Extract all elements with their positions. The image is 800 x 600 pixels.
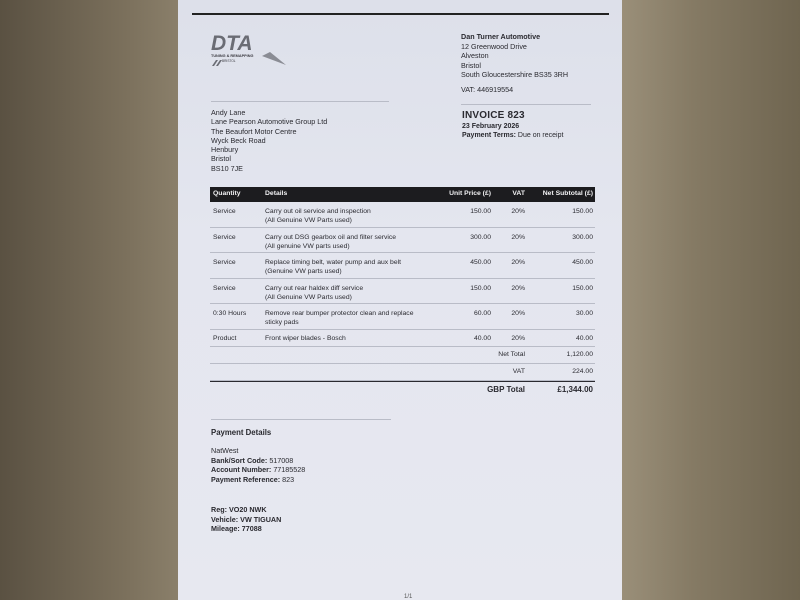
cell-details (265, 207, 435, 225)
vehicle-details (211, 505, 281, 534)
cell-quantity: Service (213, 259, 236, 266)
logo-place: BRISTOL (222, 59, 236, 63)
bank-name: NatWest (211, 446, 239, 455)
customer-line: Andy Lane (211, 108, 246, 117)
details-line: Remove rear bumper protector clean and replace (265, 310, 414, 317)
table-row (210, 304, 595, 330)
supplier-address-line: Alveston (461, 51, 489, 61)
details-line: (All Genuine VW Parts used) (265, 217, 352, 224)
grand-total-label: GBP Total (487, 384, 525, 394)
account-number (211, 465, 305, 475)
invoice-page (178, 0, 622, 600)
vat-total-label: VAT (512, 367, 525, 375)
cell-unit-price: 300.00 (470, 233, 491, 241)
supplier-block (461, 32, 568, 95)
cell-vat: 20% (511, 259, 525, 266)
customer-line: Bristol (211, 154, 231, 164)
divider (461, 104, 591, 105)
header-quantity: Quantity (213, 190, 241, 197)
details-line: (All genuine VW parts used) (265, 242, 350, 250)
header-net-subtotal: Net Subtotal (£) (542, 190, 593, 197)
supplier-name: Dan Turner Automotive (461, 32, 541, 41)
cell-net: 300.00 (572, 233, 593, 241)
details-line: sticky pads (265, 319, 299, 326)
grand-total-value: £1,344.00 (557, 384, 593, 394)
net-total-row (210, 347, 595, 364)
cell-net: 450.00 (572, 259, 593, 266)
customer-address (211, 108, 327, 173)
sort-code-label: Bank/Sort Code: (211, 455, 268, 465)
payment-details (211, 446, 305, 484)
divider (211, 419, 391, 420)
divider (211, 101, 389, 102)
sort-code-value: 517008 (269, 455, 294, 465)
details-line: (All Genuine VW Parts used) (265, 293, 352, 301)
cell-net: 150.00 (572, 284, 593, 292)
page-number: 1/1 (404, 594, 413, 600)
cell-details (265, 258, 435, 276)
vat-total-row (210, 364, 595, 381)
account-number-label: Account Number: (211, 465, 272, 475)
sort-code (211, 456, 305, 466)
net-total-label: Net Total (498, 350, 525, 358)
table-row (210, 279, 595, 305)
payment-terms-label: Payment Terms: (462, 132, 516, 139)
supplier-address-line: Bristol (461, 60, 481, 70)
cell-net: 40.00 (575, 334, 593, 342)
cell-quantity: 0:30 Hours (213, 310, 247, 317)
invoice-title: INVOICE 823 (462, 110, 525, 121)
payment-reference-label: Payment Reference: (211, 474, 281, 484)
cell-details (265, 233, 435, 251)
payment-terms (462, 132, 563, 139)
customer-line: Henbury (211, 145, 239, 155)
details-line: Carry out rear haldex diff service (265, 284, 364, 292)
cell-vat: 20% (511, 233, 525, 241)
cell-quantity: Service (213, 284, 236, 292)
cell-vat: 20% (511, 310, 525, 317)
line-items-table (210, 187, 595, 397)
vehicle-reg: Reg: VO20 NWK (211, 505, 267, 514)
cell-details: Front wiper blades - Bosch (265, 334, 346, 342)
customer-line: BS10 7JE (211, 163, 243, 173)
payment-reference-value: 823 (282, 474, 295, 484)
details-line: Carry out oil service and inspection (265, 208, 371, 215)
supplier-address-line: South Gloucestershire BS35 3RH (461, 70, 569, 80)
customer-line: Wyck Beck Road (211, 135, 266, 145)
logo-mark: DTA (211, 32, 253, 55)
table-header (210, 187, 595, 202)
dta-logo (210, 30, 292, 68)
cell-unit-price: 150.00 (470, 284, 491, 292)
header-vat: VAT (512, 190, 525, 197)
details-line: (Genuine VW parts used) (265, 268, 342, 275)
details-line: Replace timing belt, water pump and aux belt (265, 259, 402, 266)
payment-reference (211, 475, 305, 485)
grand-total-row (210, 381, 595, 397)
table-row (210, 228, 595, 254)
cell-net: 150.00 (572, 208, 593, 215)
top-rule (192, 13, 609, 15)
payment-heading: Payment Details (211, 428, 272, 437)
cell-unit-price: 150.00 (470, 208, 491, 215)
header-unit-price: Unit Price (£) (449, 190, 491, 197)
invoice-date: 23 February 2026 (462, 123, 520, 130)
customer-line: Lane Pearson Automotive Group Ltd (211, 117, 328, 127)
payment-terms-value: Due on receipt (517, 132, 564, 139)
table-row (210, 202, 595, 228)
table-row (210, 253, 595, 279)
cell-unit-price: 450.00 (470, 259, 491, 266)
cell-details (265, 309, 435, 327)
cell-quantity: Product (213, 334, 237, 342)
cell-details (265, 284, 435, 302)
cell-net: 30.00 (575, 310, 593, 317)
background-right (622, 0, 800, 600)
background-left (0, 0, 178, 600)
cell-vat: 20% (511, 284, 525, 292)
account-number-value: 77185528 (273, 465, 306, 475)
net-total-value: 1,120.00 (566, 350, 593, 358)
cell-quantity: Service (213, 233, 236, 241)
vehicle-mileage: Mileage: 77088 (211, 524, 262, 534)
header-details: Details (265, 190, 288, 197)
vehicle-model: Vehicle: VW TIGUAN (211, 514, 282, 524)
cell-unit-price: 40.00 (473, 334, 491, 342)
logo-tagline: TUNING & REMAPPING (211, 54, 254, 58)
customer-line: The Beaufort Motor Centre (211, 126, 297, 136)
cell-vat: 20% (511, 334, 525, 342)
supplier-address-line: 12 Greenwood Drive (461, 41, 527, 51)
vat-total-value: 224.00 (572, 367, 593, 375)
cell-vat: 20% (511, 208, 525, 215)
supplier-vat: VAT: 446919554 (461, 84, 514, 94)
cell-unit-price: 60.00 (473, 310, 491, 317)
table-row (210, 330, 595, 347)
cell-quantity: Service (213, 208, 236, 215)
details-line: Carry out DSG gearbox oil and filter service (265, 233, 397, 241)
totals-block (210, 347, 595, 397)
